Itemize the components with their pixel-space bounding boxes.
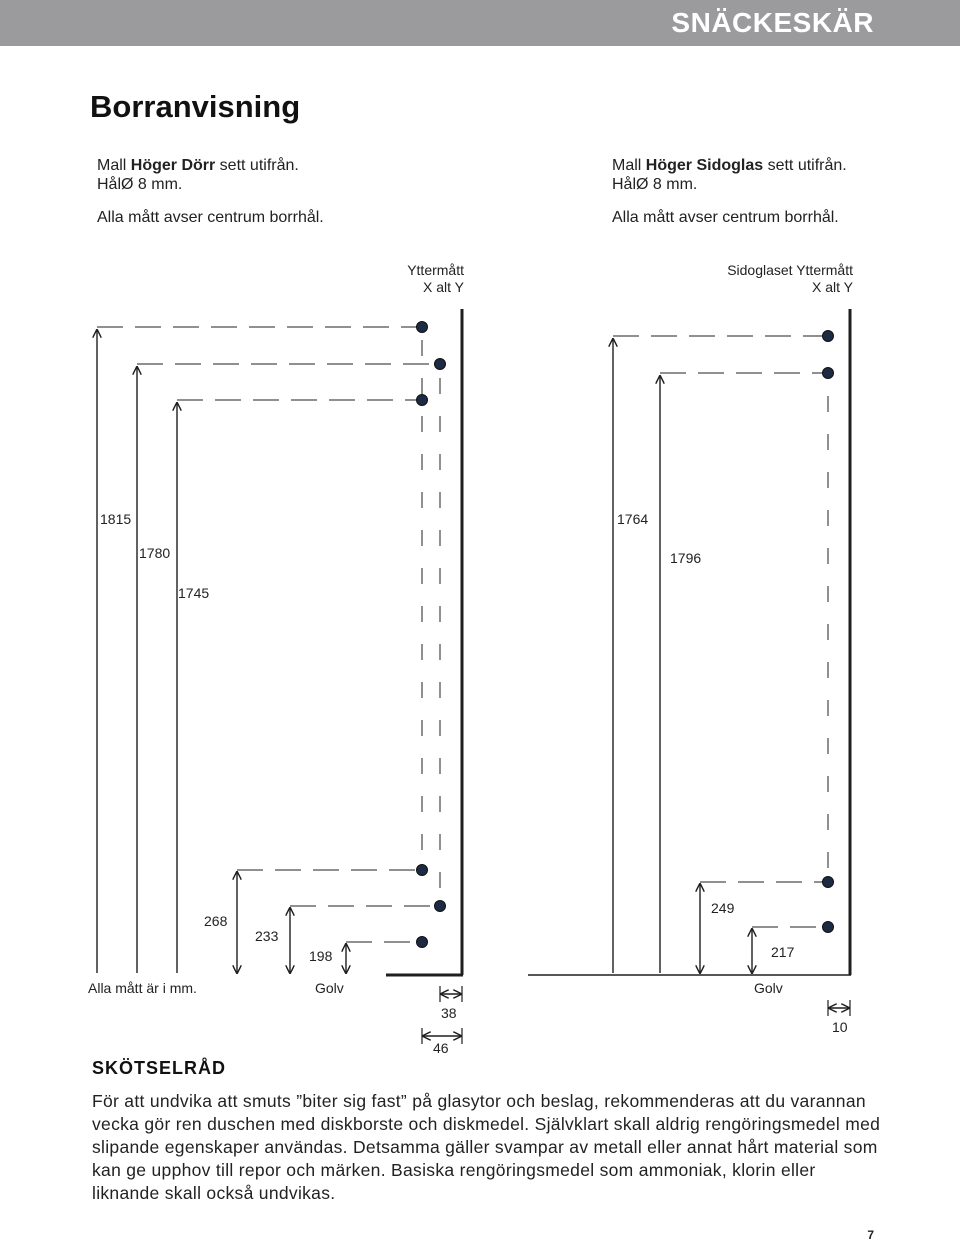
dim-label-10: 10 [832, 1019, 848, 1035]
brand-name: SNÄCKESKÄR [671, 7, 874, 38]
dim-label-46: 46 [433, 1040, 449, 1056]
hole-1745 [417, 395, 428, 406]
dim-label-1764: 1764 [617, 511, 649, 527]
left-intro-line1: Mall Höger Dörr sett utifrån. [97, 157, 299, 174]
hole-217 [823, 922, 834, 933]
care-heading: SKÖTSELRÅD [92, 1058, 227, 1078]
floor-label-left: Golv [315, 980, 344, 996]
right-caption-line2: X alt Y [812, 279, 853, 295]
left-caption-line1: Yttermått [407, 262, 464, 278]
left-template-intro [97, 156, 324, 227]
right-template-intro [612, 156, 847, 227]
hole-233 [435, 901, 446, 912]
right-intro-line2: HålØ 8 mm. [612, 176, 698, 193]
dim-label-1815: 1815 [100, 511, 132, 527]
hole-1764 [823, 331, 834, 342]
drilling-diagram [0, 250, 960, 1070]
dim-label-1780: 1780 [139, 545, 171, 561]
floor-label-right: Golv [754, 980, 783, 996]
right-intro-line1: Mall Höger Sidoglas sett utifrån. [612, 157, 847, 174]
hole-249 [823, 877, 834, 888]
left-caption-line2: X alt Y [423, 279, 464, 295]
hole-1815 [417, 322, 428, 333]
dim-label-268: 268 [204, 913, 228, 929]
left-intro-line3: Alla mått avser centrum borrhål. [97, 209, 324, 226]
care-text: För att undvika att smuts ”biter sig fast” på glasytor och beslag, rekommenderas att du varannan vecka gör ren duschen med diskborste och diskmedel. Självklart skall aldrig rengöringsmedel med slipande egenskaper användas. Detsamma gäller svampar av metall eller annat hårt material som kan ge upphov till repor och märken. Basiska rengöringsmedel som ammoniak, klorin eller liknande skall också undvikas. [92, 1091, 881, 1203]
dim-label-233: 233 [255, 928, 279, 944]
left-holes [417, 322, 446, 948]
dim-label-198: 198 [309, 948, 333, 964]
dim-label-217: 217 [771, 944, 795, 960]
left-intro-line2: HålØ 8 mm. [97, 176, 183, 193]
units-note: Alla mått är i mm. [88, 980, 197, 996]
right-intro-line3: Alla mått avser centrum borrhål. [612, 209, 839, 226]
dim-label-1796: 1796 [670, 550, 702, 566]
right-caption-line1: Sidoglaset Yttermått [727, 262, 853, 278]
dim-label-1745: 1745 [178, 585, 210, 601]
hole-1796 [823, 368, 834, 379]
left-template [97, 309, 463, 1044]
dim-label-249: 249 [711, 900, 735, 916]
hole-198 [417, 937, 428, 948]
page-title: Borranvisning [90, 89, 301, 124]
right-template [528, 309, 851, 1016]
dim-label-38: 38 [441, 1005, 457, 1021]
header-bar [0, 0, 960, 46]
page-number: 7 [867, 1228, 874, 1242]
hole-1780 [435, 359, 446, 370]
hole-268 [417, 865, 428, 876]
